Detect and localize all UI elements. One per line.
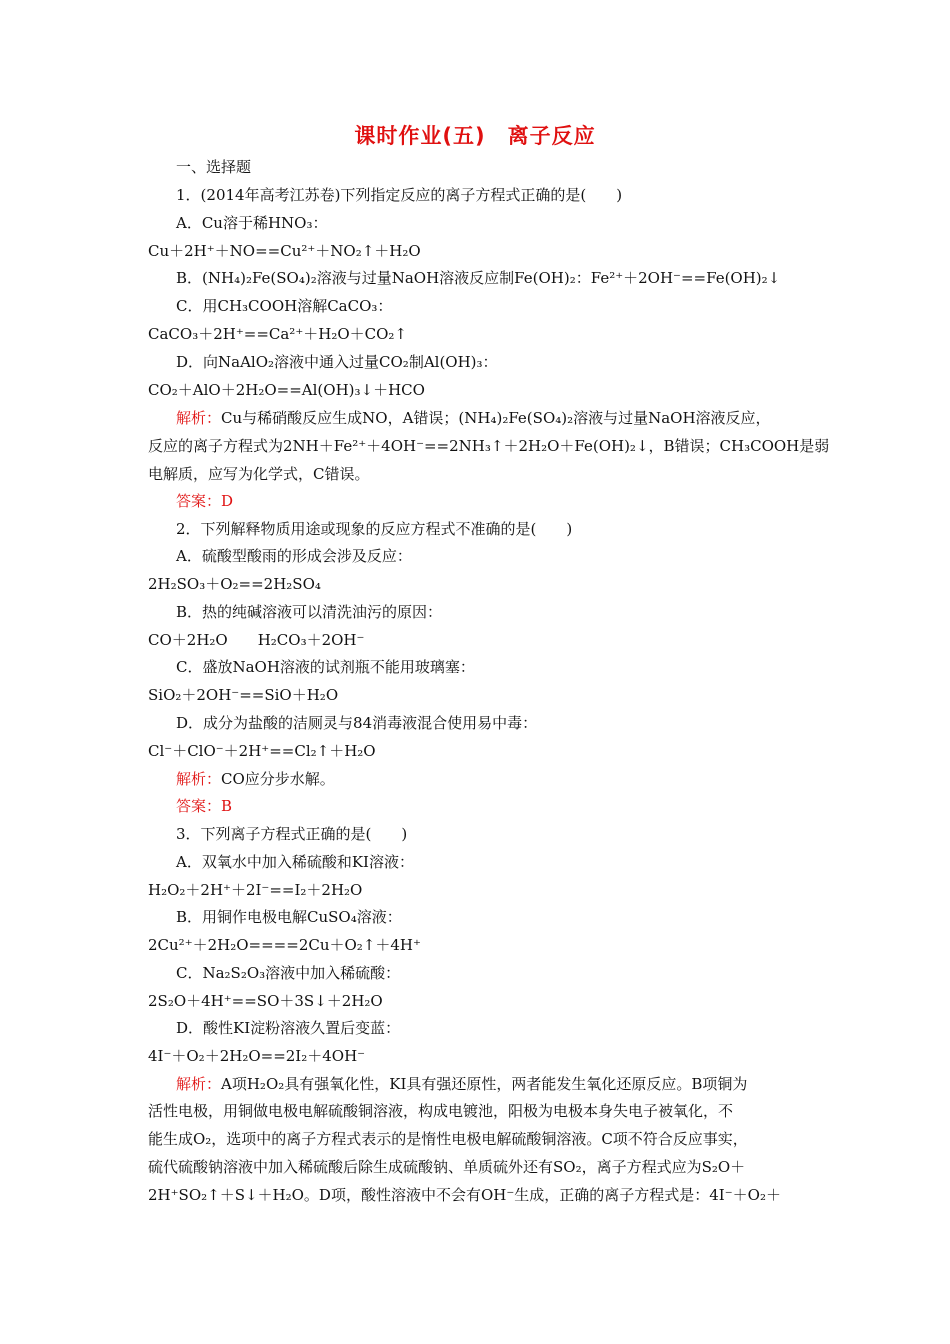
q2-option-d-equation: Cl⁻＋ClO⁻＋2H⁺==Cl₂↑＋H₂O xyxy=(148,742,376,760)
q2-option-c-label: C．盛放NaOH溶液的试剂瓶不能用玻璃塞： xyxy=(176,658,475,676)
q1-analysis-line-2: 反应的离子方程式为2NH＋Fe²⁺＋4OH⁻==2NH₃↑＋2H₂O＋Fe(OH)₂↓，B错误；CH₃COOH是弱 xyxy=(148,437,830,455)
q1-option-c-label: C．用CH₃COOH溶解CaCO₃： xyxy=(176,297,393,315)
q3-analysis-tag: 解析： xyxy=(176,1075,222,1093)
q1-option-c-equation: CaCO₃＋2H⁺==Ca²⁺＋H₂O＋CO₂↑ xyxy=(148,325,407,343)
q2-option-b-equation: CO＋2H₂O H₂CO₃＋2OH⁻ xyxy=(148,631,365,649)
q1-option-a-equation: Cu＋2H⁺＋NO==Cu²⁺＋NO₂↑＋H₂O xyxy=(148,242,421,260)
q3-option-c-equation: 2S₂O＋4H⁺==SO＋3S↓＋2H₂O xyxy=(148,992,383,1010)
q3-analysis-line-4: 硫代硫酸钠溶液中加入稀硫酸后除生成硫酸钠、单质硫外还有SO₂，离子方程式应为S₂O＋ xyxy=(148,1158,746,1176)
q2-option-a-label: A．硫酸型酸雨的形成会涉及反应： xyxy=(176,547,412,565)
q1-option-d-label: D．向NaAlO₂溶液中通入过量CO₂制Al(OH)₃： xyxy=(176,353,498,371)
q3-analysis-line-1 xyxy=(176,1074,747,1094)
section-heading: 一、选择题 xyxy=(176,158,252,176)
q1-analysis-tag: 解析： xyxy=(176,409,222,427)
q1-option-a-label: A．Cu溶于稀HNO₃： xyxy=(176,214,328,232)
q3-analysis-text-1: A项H₂O₂具有强氧化性，KI具有强还原性，两者能发生氧化还原反应。B项铜为 xyxy=(221,1075,748,1093)
q1-analysis-line-1 xyxy=(176,408,771,428)
q1-option-b: B．(NH₄)₂Fe(SO₄)₂溶液与过量NaOH溶液反应制Fe(OH)₂：Fe²⁺＋2OH⁻==Fe(OH)₂↓ xyxy=(176,269,781,287)
q3-option-b-equation: 2Cu²⁺＋2H₂O====2Cu＋O₂↑＋4H⁺ xyxy=(148,936,421,954)
q3-option-d-label: D．酸性KI淀粉溶液久置后变蓝： xyxy=(176,1019,401,1037)
q2-stem: 2．下列解释物质用途或现象的反应方程式不准确的是( ) xyxy=(176,520,573,538)
q3-option-a-equation: H₂O₂＋2H⁺＋2I⁻==I₂＋2H₂O xyxy=(148,881,363,899)
q3-option-a-label: A．双氧水中加入稀硫酸和KI溶液： xyxy=(176,853,414,871)
q3-option-b-label: B．用铜作电极电解CuSO₄溶液： xyxy=(176,908,402,926)
q3-analysis-line-2: 活性电极，用铜做电极电解硫酸铜溶液，构成电镀池，阳极为电极本身失电子被氧化，不 xyxy=(148,1102,734,1120)
q1-stem: 1．(2014年高考江苏卷)下列指定反应的离子方程式正确的是( ) xyxy=(176,186,623,204)
q1-analysis-line-3: 电解质，应写为化学式，C错误。 xyxy=(148,465,370,483)
q2-analysis-text-1: CO应分步水解。 xyxy=(221,770,335,788)
q3-stem: 3．下列离子方程式正确的是( ) xyxy=(176,825,408,843)
q2-option-a-equation: 2H₂SO₃＋O₂==2H₂SO₄ xyxy=(148,575,321,593)
q2-analysis-tag: 解析： xyxy=(176,770,222,788)
q2-analysis-line-1 xyxy=(176,769,335,789)
page-title: 课时作业(五) 离子反应 xyxy=(354,124,596,148)
q3-analysis-line-3: 能生成O₂，选项中的离子方程式表示的是惰性电极电解硫酸铜溶液。C项不符合反应事实， xyxy=(148,1130,748,1148)
q2-option-d-label: D．成分为盐酸的洁厕灵与84消毒液混合使用易中毒： xyxy=(176,714,538,732)
q2-option-c-equation: SiO₂＋2OH⁻==SiO＋H₂O xyxy=(148,686,339,704)
q1-analysis-text-1: Cu与稀硝酸反应生成NO，A错误；(NH₄)₂Fe(SO₄)₂溶液与过量NaOH溶液反应， xyxy=(221,409,771,427)
q2-option-b-label: B．热的纯碱溶液可以清洗油污的原因： xyxy=(176,603,443,621)
q1-answer: 答案：D xyxy=(176,492,234,510)
q3-option-c-label: C．Na₂S₂O₃溶液中加入稀硫酸： xyxy=(176,964,401,982)
q2-answer: 答案：B xyxy=(176,797,233,815)
q3-analysis-line-5: 2H⁺SO₂↑＋S↓＋H₂O。D项，酸性溶液中不会有OH⁻生成，正确的离子方程式是：4I⁻＋O₂＋ xyxy=(148,1186,781,1204)
q1-option-d-equation: CO₂＋AlO＋2H₂O==Al(OH)₃↓＋HCO xyxy=(148,381,425,399)
q3-option-d-equation: 4I⁻＋O₂＋2H₂O==2I₂＋4OH⁻ xyxy=(148,1047,366,1065)
